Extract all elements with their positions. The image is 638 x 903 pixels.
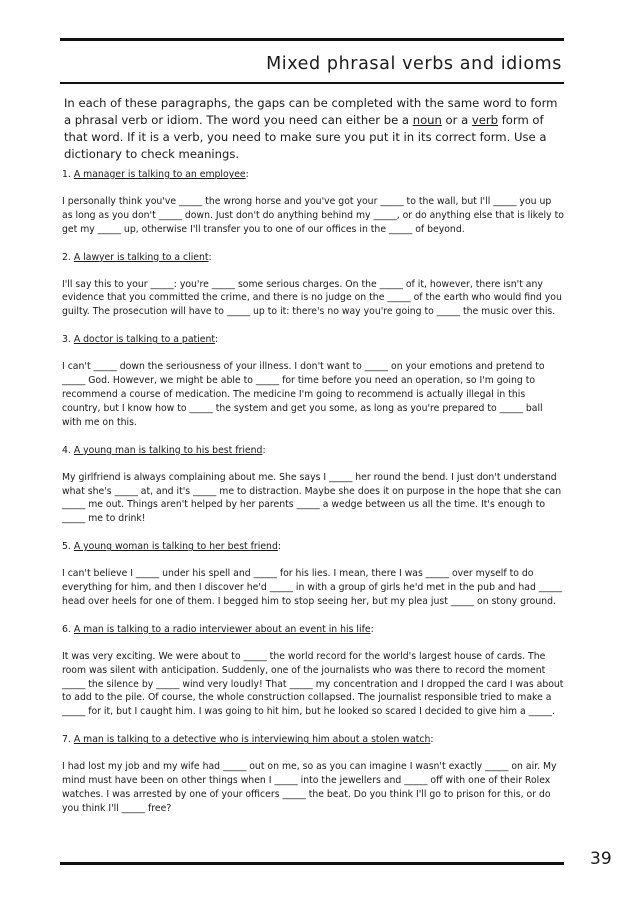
section-paragraph: I'll say this to your _____: you're _____ some serious charges. On the _____ of it, however, there isn't any evidence that you committed the crime, and there is no judge on the _____ of the earth who would find you guilty. The prosecution will have to _____ up to it: there's no way you're going to _____ the music over this.: [62, 278, 562, 318]
section-paragraph: My girlfriend is always complaining about me. She says I _____ her round the bend. I just don't understand what she's _____ at, and it's _____ me to distraction. Maybe she does it on purpose in the hope that she can _____ me out. Things aren't helped by her parents _____ a wedge between us all the time. It's enough to _____ me to drink!: [62, 471, 562, 525]
section-heading: [62, 251, 564, 265]
section-heading: [62, 623, 564, 637]
section-heading-text: A man is talking to a detective who is interviewing him about a stolen watch: [73, 734, 431, 746]
section-number: 3.: [62, 334, 71, 346]
section-number: 4.: [62, 444, 71, 456]
section-paragraph: I can't believe I _____ under his spell and _____ for his lies. I mean, there I was _____ over myself to do everything for him, and then I discover he'd _____ in with a group of girls he'd met in the pub and had _____ head over heels for one of them. I begged him to stop seeing her, but my plea just _____ on stony ground.: [62, 568, 563, 607]
section-heading: [62, 444, 564, 458]
heading-colon: :: [215, 334, 219, 346]
section-number: 5.: [62, 541, 71, 553]
heading-colon: :: [262, 444, 266, 456]
section-paragraph: I can't _____ down the seriousness of your illness. I don't want to _____ on your emotions and pretend to _____ God. However, we might be able to _____ for time before you need an operation, so I'm going to recommend a course of medication. The medicine I'm going to recommend is actually illegal in this country, but I know how to _____ the system and get you some, as long as you're prepared to _____ ball with me on this.: [62, 361, 545, 428]
heading-colon: :: [430, 734, 434, 746]
instructions-text-1: In each of these paragraphs, the gaps can be completed with the same word to form a phrasal verb or idiom. The word you need can either be a: [64, 96, 558, 127]
section-number: 1.: [62, 169, 71, 180]
exercise-section-5: [62, 540, 564, 609]
heading-colon: :: [208, 251, 212, 263]
exercise-section-6: [62, 623, 564, 719]
section-paragraph: I personally think you've _____ the wrong horse and you've got your _____ to the wall, but I'll _____ you up as long as you don't _____ down. Just don't do anything behind my _____, or do anything else that is likely to get my _____ up, otherwise I'll transfer you to one of our offices in the _____ of beyond.: [62, 195, 564, 235]
top-rule: [60, 38, 564, 41]
section-heading: [62, 168, 564, 182]
section-heading-text: A young woman is talking to her best friend: [73, 541, 278, 553]
instructions-text-3: form of that word. If it is a verb, you need to make sure you put it in its correct form. Use a dictionary to check meanings.: [64, 113, 547, 161]
page-number: 39: [590, 849, 612, 869]
section-number: 2.: [62, 251, 71, 263]
instructions-noun: noun: [412, 113, 442, 127]
section-number: 7.: [62, 734, 71, 746]
title-underline-rule: [60, 82, 564, 84]
exercise-section-3: [62, 333, 564, 429]
exercise-section-4: [62, 444, 564, 527]
section-heading-text: A manager is talking to an employee: [73, 169, 246, 180]
heading-colon: :: [245, 169, 249, 180]
heading-colon: :: [277, 541, 281, 553]
heading-colon: :: [370, 623, 374, 635]
section-paragraph: I had lost my job and my wife had _____ out on me, so as you can imagine I wasn't exactly _____ on air. My mind must have been on other things when I _____ into the jewellers and _____ off with one of their Rolex watches. I was arrested by one of your officers _____ the beat. Do you think I'll go to prison for this, or do you think I'll _____ free?: [62, 761, 557, 814]
section-heading-text: A young man is talking to his best friend: [73, 444, 263, 456]
bottom-rule: [60, 862, 564, 865]
section-heading: [62, 733, 564, 747]
section-paragraph: It was very exciting. We were about to _____ the world record for the world's largest house of cards. The room was silent with anticipation. Suddenly, one of the journalists who was there to record the moment _____ the silence by _____ wind very loudly! That _____ my concentration and I dropped the card I was about to add to the pile. Of course, the whole construction collapsed. The journalist responsible tried to make a _____ for it, but I caught him. I was going to hit him, but he looked so scared I decided to give him a _____.: [62, 650, 564, 718]
page-title: Mixed phrasal verbs and idioms: [266, 54, 562, 74]
section-number: 6.: [62, 623, 71, 635]
instructions-text-2: or a: [441, 113, 472, 127]
instructions-verb: verb: [471, 113, 499, 127]
section-heading-text: A doctor is talking to a patient: [73, 334, 216, 346]
section-heading: [62, 540, 564, 554]
section-heading-text: A lawyer is talking to a client: [73, 251, 209, 263]
section-heading-text: A man is talking to a radio interviewer about an event in his life: [73, 623, 371, 635]
instructions: [64, 95, 562, 163]
exercise-section-7: [62, 733, 564, 816]
exercise-section-2: [62, 251, 564, 320]
exercise-list: [62, 168, 564, 830]
exercise-section-1: [62, 168, 564, 237]
section-heading: [62, 333, 564, 347]
